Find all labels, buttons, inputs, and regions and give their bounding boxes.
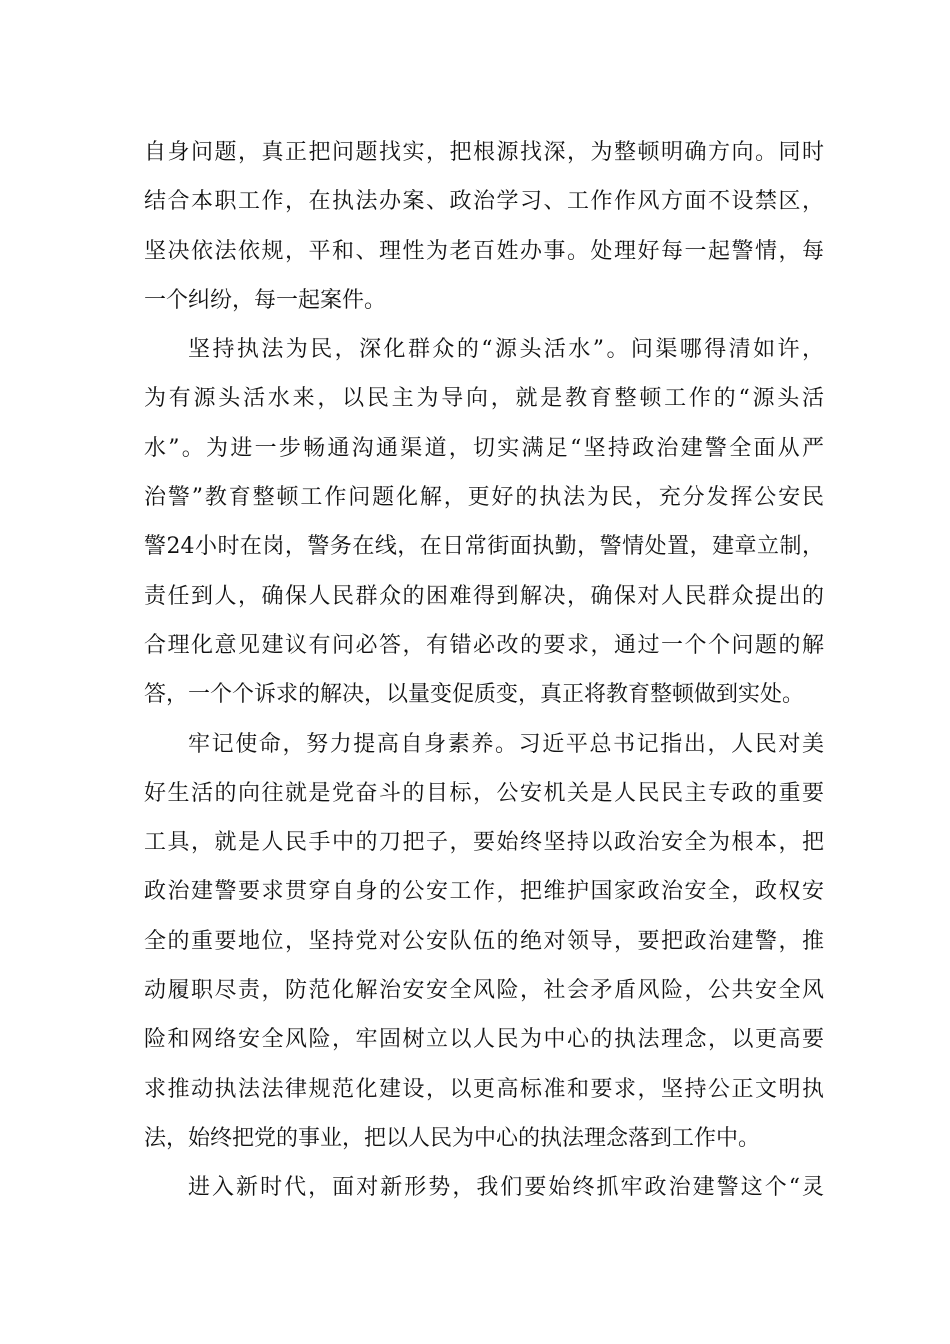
text-line: 求推动执法法律规范化建设，以更高标准和要求，坚持公正文明执: [144, 1076, 824, 1102]
paragraph-first-line: 牢记使命，努力提高自身素养。习近平总书记指出，人民对美: [188, 731, 824, 757]
document-body: [144, 128, 824, 1213]
text-line: 治警”教育整顿工作问题化解，更好的执法为民，充分发挥公安民: [144, 485, 824, 511]
paragraph-first-line: 进入新时代，面对新形势，我们要始终抓牢政治建警这个“灵: [188, 1175, 824, 1201]
text-line: 政治建警要求贯穿自身的公安工作，把维护国家政治安全，政权安: [144, 879, 824, 905]
text-line: 全的重要地位，坚持党对公安队伍的绝对领导，要把政治建警，推: [144, 928, 824, 954]
text-line: 动履职尽责，防范化解治安安全风险，社会矛盾风险，公共安全风: [144, 978, 824, 1004]
text-line: 合理化意见建议有问必答，有错必改的要求，通过一个个问题的解: [144, 632, 824, 658]
text-line: 险和网络安全风险，牢固树立以人民为中心的执法理念，以更高要: [144, 1027, 824, 1053]
text-line: 责任到人，确保人民群众的困难得到解决，确保对人民群众提出的: [144, 583, 824, 609]
text-line: 法，始终把党的事业，把以人民为中心的执法理念落到工作中。: [144, 1125, 761, 1151]
text-line: 工具，就是人民手中的刀把子，要始终坚持以政治安全为根本，把: [144, 830, 824, 856]
text-line: 结合本职工作，在执法办案、政治学习、工作作风方面不设禁区，: [144, 189, 824, 215]
text-line: 坚决依法依规，平和、理性为老百姓办事。处理好每一起警情，每: [144, 238, 824, 264]
text-line: 答，一个个诉求的解决，以量变促质变，真正将教育整顿做到实处。: [144, 682, 805, 708]
text-line: 一个纠纷，每一起案件。: [144, 287, 387, 313]
text-line: 为有源头活水来，以民主为导向，就是教育整顿工作的“源头活: [144, 386, 824, 412]
text-line: 水”。为进一步畅通沟通渠道，切实满足“坚持政治建警全面从严: [144, 435, 824, 461]
text-line: 自身问题，真正把问题找实，把根源找深，为整顿明确方向。同时: [144, 140, 824, 165]
text-line: 警24小时在岗，警务在线，在日常街面执勤，警情处置，建章立制，: [144, 534, 824, 560]
text-line: 好生活的向往就是党奋斗的目标，公安机关是人民民主专政的重要: [144, 780, 824, 806]
paragraph-first-line: 坚持执法为民，深化群众的“源头活水”。问渠哪得清如许，: [188, 337, 824, 363]
